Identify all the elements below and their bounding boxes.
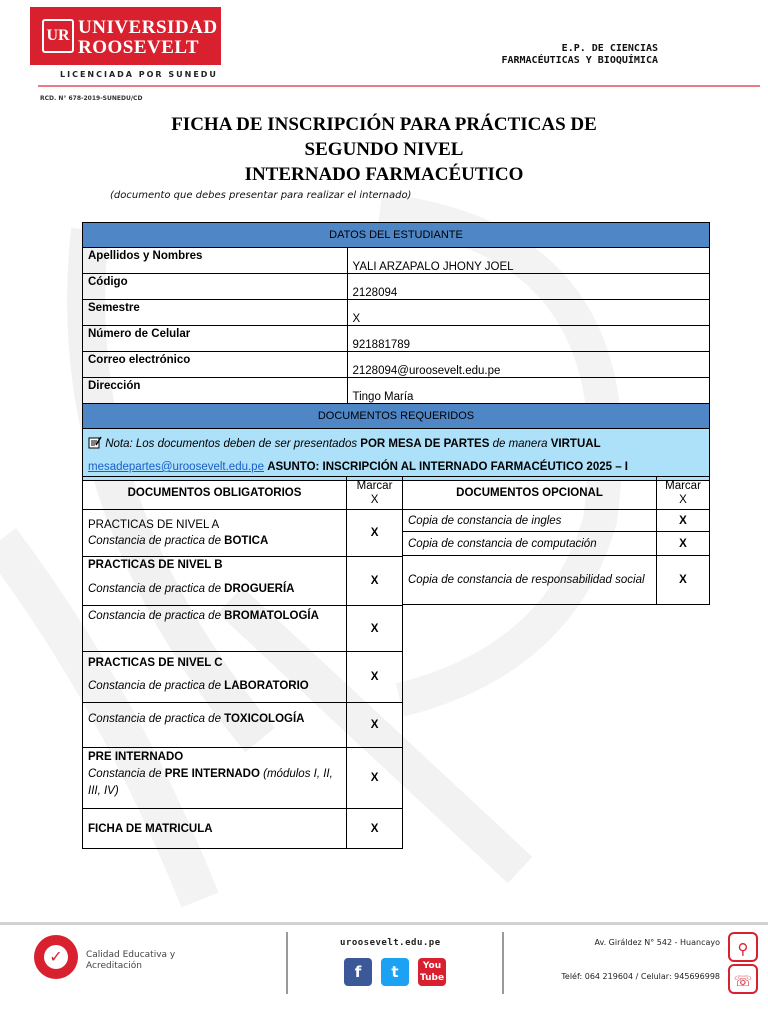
doc-mark[interactable]: X	[347, 748, 403, 809]
doc-item: PRACTICAS DE NIVEL B Constancia de practica de DROGUERÍA	[83, 557, 347, 606]
student-label: Código	[83, 274, 348, 300]
mark-header: Marcar X	[657, 477, 710, 510]
footer-website[interactable]: uroosevelt.edu.pe	[340, 938, 441, 948]
mandatory-docs-table	[82, 476, 403, 849]
footer-separator	[286, 932, 288, 994]
student-value: 2128094	[347, 274, 710, 300]
doc-item: Constancia de practica de TOXICOLOGÍA	[83, 703, 347, 748]
twitter-icon[interactable]: t	[381, 958, 409, 986]
header-divider	[38, 85, 760, 87]
page-title	[100, 112, 668, 187]
optional-doc-item: Copia de constancia de ingles	[403, 510, 657, 532]
logo-line1: UNIVERSIDAD	[78, 17, 218, 38]
student-table	[82, 222, 710, 481]
quality-seal-icon: ✓	[34, 935, 78, 979]
footer-address: Av. Giráldez N° 542 - Huancayo	[594, 938, 720, 947]
optional-docs-table	[402, 476, 710, 605]
school-name	[468, 43, 658, 67]
logo-line2: ROOSEVELT	[78, 37, 200, 58]
footer-phone: Teléf: 064 219604 / Celular: 945696998	[561, 972, 720, 981]
mandatory-docs-header: DOCUMENTOS OBLIGATORIOS	[83, 477, 347, 510]
facebook-icon[interactable]: f	[344, 958, 372, 986]
footer-separator	[502, 932, 504, 994]
footer-divider	[0, 922, 768, 925]
mark-header: Marcar X	[347, 477, 403, 510]
note-subject: ASUNTO: INSCRIPCIÓN AL INTERNADO FARMACÉUTICO 2025 – I	[267, 461, 628, 473]
title-line1: FICHA DE INSCRIPCIÓN PARA PRÁCTICAS DE	[171, 114, 597, 135]
doc-mark[interactable]: X	[347, 652, 403, 703]
student-value: YALI ARZAPALO JHONY JOEL	[347, 248, 710, 274]
doc-mark[interactable]: X	[347, 703, 403, 748]
docs-section-header: DOCUMENTOS REQUERIDOS	[83, 404, 710, 429]
note-icon	[88, 438, 105, 450]
school-line1: E.P. DE CIENCIAS	[561, 43, 658, 54]
university-logo	[30, 7, 221, 65]
optional-doc-item: Copia de constancia de computación	[403, 532, 657, 556]
doc-mark[interactable]: X	[347, 809, 403, 849]
optional-docs-header: DOCUMENTOS OPCIONAL	[403, 477, 657, 510]
title-line2: SEGUNDO NIVEL	[304, 139, 464, 160]
doc-item: PRE INTERNADO Constancia de PRE INTERNADO (módulos I, II, III, IV)	[83, 748, 347, 809]
phone-icon: ☏	[728, 964, 758, 994]
student-section-header: DATOS DEL ESTUDIANTE	[83, 223, 710, 248]
logo-resolution: RCD. N° 678-2019-SUNEDU/CD	[40, 95, 143, 102]
student-label: Apellidos y Nombres	[83, 248, 348, 274]
page-subtitle: (documento que debes presentar para realizar el internado)	[110, 190, 412, 201]
optional-doc-item: Copia de constancia de responsabilidad social	[403, 556, 657, 605]
location-icon: ⚲	[728, 932, 758, 962]
logo-subtitle: LICENCIADA POR SUNEDU	[60, 70, 218, 79]
student-label: Correo electrónico	[83, 352, 348, 378]
optional-doc-mark[interactable]: X	[657, 510, 710, 532]
note-text-bold: POR MESA DE PARTES	[360, 438, 490, 450]
student-label: Dirección	[83, 378, 348, 404]
student-value: X	[347, 300, 710, 326]
doc-item: Constancia de practica de BROMATOLOGÍA	[83, 606, 347, 652]
doc-mark[interactable]: X	[347, 510, 403, 557]
youtube-icon[interactable]: You Tube	[418, 958, 446, 986]
doc-item: PRACTICAS DE NIVEL A Constancia de practica de BOTICA	[83, 510, 347, 557]
student-value: 2128094@uroosevelt.edu.pe	[347, 352, 710, 378]
school-line2: FARMACÉUTICAS Y BIOQUÍMICA	[501, 55, 658, 66]
optional-doc-mark[interactable]: X	[657, 556, 710, 605]
doc-mark[interactable]: X	[347, 557, 403, 606]
student-value: Tingo María	[347, 378, 710, 404]
student-label: Semestre	[83, 300, 348, 326]
student-value: 921881789	[347, 326, 710, 352]
note-text-bold: VIRTUAL	[550, 438, 601, 450]
title-line3: INTERNADO FARMACÉUTICO	[244, 164, 524, 185]
note-text: de manera	[492, 438, 548, 450]
submission-note	[83, 429, 710, 481]
optional-doc-mark[interactable]: X	[657, 532, 710, 556]
note-text: Nota: Los documentos deben de ser presentados	[105, 438, 358, 450]
doc-mark[interactable]: X	[347, 606, 403, 652]
submission-email-link[interactable]: mesadepartes@uroosevelt.edu.pe	[88, 461, 264, 473]
student-label: Número de Celular	[83, 326, 348, 352]
logo-initials: UR	[42, 19, 74, 53]
quality-seal-text: Calidad Educativa y Acreditación	[86, 950, 176, 971]
doc-item: FICHA DE MATRICULA	[83, 809, 347, 849]
doc-item: PRACTICAS DE NIVEL C Constancia de practica de LABORATORIO	[83, 652, 347, 703]
